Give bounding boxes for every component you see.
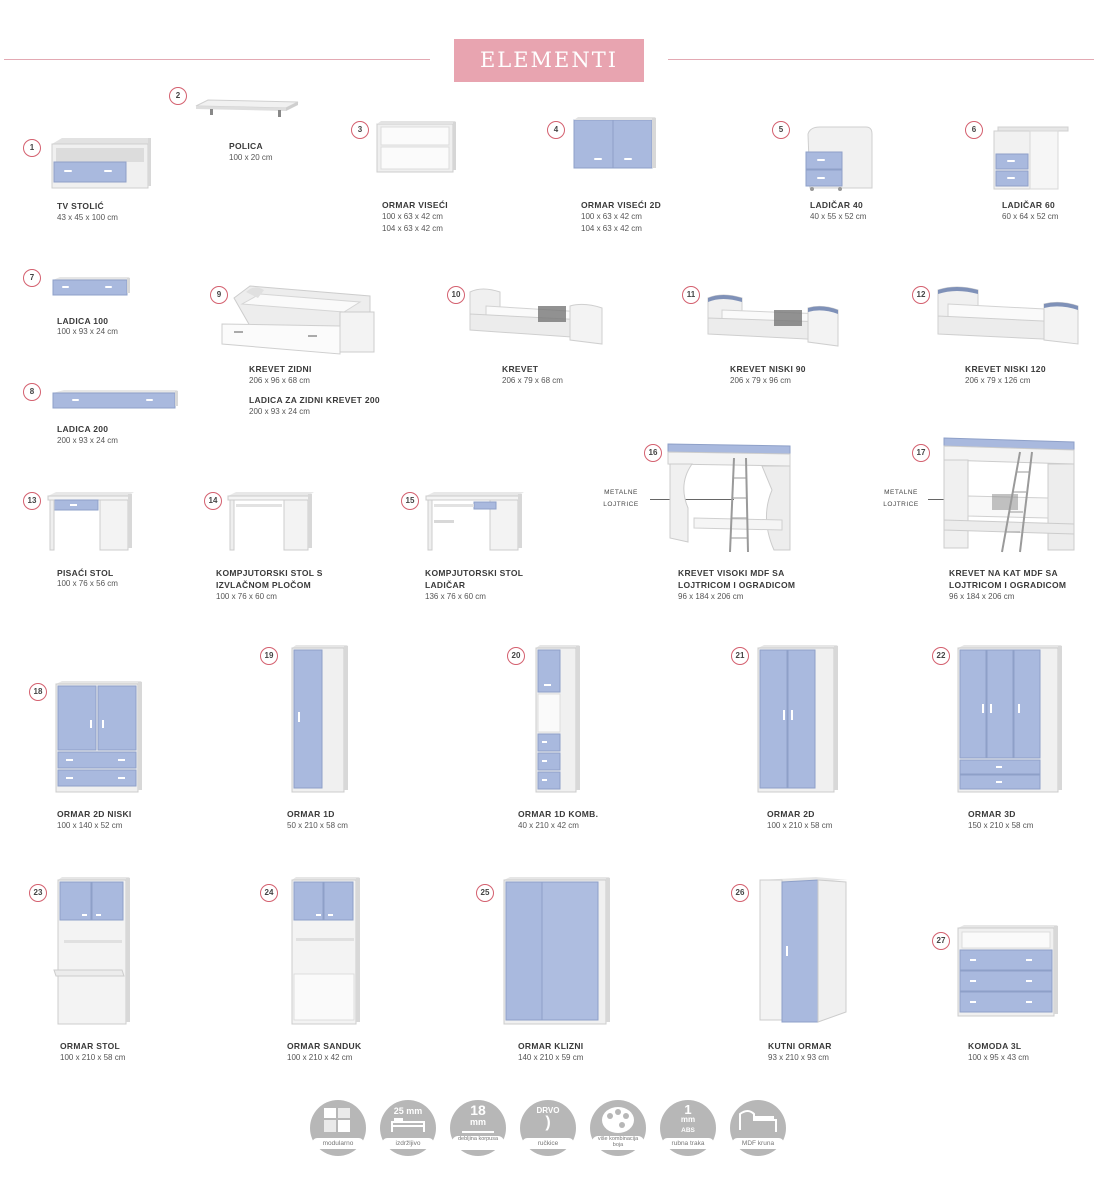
item-name: KOMPJUTORSKI STOL [425,568,524,578]
item-name-line2: LOJTRICOM I OGRADICOM [949,580,1067,590]
item-name: ORMAR 2D [767,809,815,819]
item-dimensions-secondary: 200 x 93 x 24 cm [249,407,310,416]
item-name: LADIČAR 40 [810,200,864,210]
wardrobe-1d-image [288,644,350,794]
sliding-wardrobe-image [500,876,612,1026]
hanging-cabinet-2d-image [572,116,658,172]
item-name: ORMAR VISEĆI 2D [581,200,662,210]
item-name: KREVET [502,364,539,374]
item-number-badge: 27 [932,932,950,950]
item-number-badge: 5 [772,121,790,139]
feature-label: više kombinacija boja [592,1136,644,1150]
feature-label: izdržljivo [382,1138,434,1149]
item-number-badge: 21 [731,647,749,665]
item-dimensions: 43 x 45 x 100 cm [57,213,118,222]
item-number-badge: 10 [447,286,465,304]
item-name-line2: LADIČAR [425,580,466,590]
item-number-badge: 11 [682,286,700,304]
feature-colors [590,1100,648,1158]
drawer-200-image [50,389,182,411]
item-name: ORMAR 1D KOMB. [518,809,599,819]
item-dimensions: 50 x 210 x 58 cm [287,821,348,830]
feature-value: 1 [684,1102,692,1117]
item-number-badge: 14 [204,492,222,510]
item-dimensions: 100 x 95 x 43 cm [968,1053,1029,1062]
item-number-badge: 13 [23,492,41,510]
hanging-cabinet-image [375,120,457,174]
ladder-note [878,487,924,511]
chest-of-drawers-image [956,924,1060,1018]
ladder-note-line: LOJTRICE [603,501,639,508]
item-name: KREVET NISKI 90 [730,364,806,374]
low-bed-90-image [704,290,844,352]
wall-bed-image [220,282,378,358]
item-dimensions: 104 x 63 x 42 cm [382,224,443,233]
item-number-badge: 26 [731,884,749,902]
item-dimensions: 100 x 76 x 56 cm [57,579,118,588]
item-name-secondary: LADICA ZA ZIDNI KREVET 200 [249,395,380,405]
item-dimensions: 206 x 96 x 68 cm [249,376,310,385]
item-number-badge: 23 [29,884,47,902]
item-dimensions: 100 x 63 x 42 cm [581,212,642,221]
item-number-badge: 4 [547,121,565,139]
header-line-left [4,59,430,60]
item-number-badge: 6 [965,121,983,139]
feature-label: MDF kruna [732,1138,784,1149]
ladder-note-line: METALNE [884,489,918,496]
wardrobe-1d-combo-image [532,644,582,794]
item-name: KOMPJUTORSKI STOL S [216,568,323,578]
feature-label: modularno [312,1138,364,1149]
item-name: LADICA 100 [57,316,109,326]
feature-unit: mm [680,1115,696,1124]
wardrobe-3d-image [956,644,1064,794]
item-dimensions: 93 x 210 x 93 cm [768,1053,829,1062]
header-line-right [668,59,1094,60]
item-number-badge: 15 [401,492,419,510]
item-dimensions: 206 x 79 x 96 cm [730,376,791,385]
ladder-note-line: LOJTRICE [883,501,919,508]
item-dimensions: 100 x 210 x 42 cm [287,1053,353,1062]
item-name: ORMAR SANDUK [287,1041,362,1051]
item-dimensions: 140 x 210 x 59 cm [518,1053,584,1062]
computer-desk-image [226,490,316,552]
bed-image [466,286,606,352]
item-dimensions: 206 x 79 x 68 cm [502,376,563,385]
item-dimensions: 100 x 63 x 42 cm [382,212,443,221]
drawer-unit-60-image [990,124,1072,192]
bunk-bed-image [940,434,1078,556]
item-dimensions: 206 x 79 x 126 cm [965,376,1031,385]
item-dimensions: 100 x 20 cm [229,153,273,162]
feature-thickness [450,1100,508,1158]
item-name: ORMAR 3D [968,809,1016,819]
ladder-note-line: METALNE [604,489,638,496]
feature-handles [520,1100,578,1158]
feature-mdf-crown [730,1100,788,1158]
item-dimensions: 96 x 184 x 206 cm [949,592,1015,601]
item-name: ORMAR VISEĆI [382,200,448,210]
item-name: KOMODA 3L [968,1041,1022,1051]
item-dimensions: 150 x 210 x 58 cm [968,821,1034,830]
drawer-unit-40-image [800,124,876,192]
shelf-image [194,98,300,120]
item-dimensions: 100 x 93 x 24 cm [57,327,118,336]
item-name-line2: LOJTRICOM I OGRADICOM [678,580,796,590]
feature-value: DRVO [536,1106,560,1115]
wardrobe-2d-low-image [54,680,144,794]
item-name-line2: IZVLAČNOM PLOČOM [216,580,311,590]
feature-value: 18 [470,1102,486,1118]
item-name: KREVET NA KAT MDF SA [949,568,1058,578]
item-dimensions: 100 x 210 x 58 cm [60,1053,126,1062]
feature-abs-edge [660,1100,718,1158]
item-dimensions: 200 x 93 x 24 cm [57,436,118,445]
wardrobe-2d-image [756,644,840,794]
item-name: KREVET VISOKI MDF SA [678,568,785,578]
item-name: KREVET NISKI 120 [965,364,1046,374]
item-dimensions: 100 x 210 x 58 cm [767,821,833,830]
feature-symbol: ) [545,1114,551,1131]
item-name: KREVET ZIDNI [249,364,312,374]
drawer-100-image [50,276,132,298]
page-title: ELEMENTI [454,39,644,82]
item-number-badge: 8 [23,383,41,401]
item-name: ORMAR STOL [60,1041,120,1051]
item-number-badge: 24 [260,884,278,902]
feature-material: ABS [681,1127,695,1134]
item-number-badge: 20 [507,647,525,665]
item-number-badge: 7 [23,269,41,287]
wardrobe-desk-image [52,876,132,1026]
item-number-badge: 3 [351,121,369,139]
item-number-badge: 18 [29,683,47,701]
item-number-badge: 16 [644,444,662,462]
item-name: ORMAR KLIZNI [518,1041,584,1051]
item-name: LADICA 200 [57,424,109,434]
item-number-badge: 22 [932,647,950,665]
corner-wardrobe-image [756,876,850,1026]
item-dimensions: 60 x 64 x 52 cm [1002,212,1059,221]
ladder-note [598,487,644,511]
computer-desk-drawers-image [424,490,526,552]
feature-unit: mm [469,1117,486,1127]
item-name: POLICA [229,141,263,151]
item-dimensions: 104 x 63 x 42 cm [581,224,642,233]
item-name: ORMAR 2D NISKI [57,809,132,819]
item-dimensions: 40 x 55 x 52 cm [810,212,867,221]
item-name: KUTNI ORMAR [768,1041,832,1051]
item-dimensions: 100 x 76 x 60 cm [216,592,277,601]
low-bed-120-image [934,282,1082,352]
feature-label: rubna traka [662,1138,714,1149]
writing-desk-image [46,490,136,552]
item-number-badge: 2 [169,87,187,105]
item-number-badge: 25 [476,884,494,902]
feature-modular [310,1100,368,1158]
item-name: ORMAR 1D [287,809,335,819]
item-number-badge: 9 [210,286,228,304]
feature-durable [380,1100,438,1158]
loft-bed-image [664,438,798,556]
item-dimensions: 136 x 76 x 60 cm [425,592,486,601]
item-dimensions: 100 x 140 x 52 cm [57,821,123,830]
item-number-badge: 12 [912,286,930,304]
item-number-badge: 19 [260,647,278,665]
item-number-badge: 1 [23,139,41,157]
item-name: TV STOLIĆ [57,201,104,211]
item-number-badge: 17 [912,444,930,462]
feature-value: 25 mm [393,1106,423,1116]
feature-label: debljina korpusa [452,1136,504,1150]
item-dimensions: 96 x 184 x 206 cm [678,592,744,601]
item-name: PISAĆI STOL [57,568,114,578]
item-dimensions: 40 x 210 x 42 cm [518,821,579,830]
item-name: LADIČAR 60 [1002,200,1056,210]
tv-stand-image [50,136,152,190]
wardrobe-chest-image [288,876,362,1026]
feature-label: ručkice [522,1138,574,1149]
